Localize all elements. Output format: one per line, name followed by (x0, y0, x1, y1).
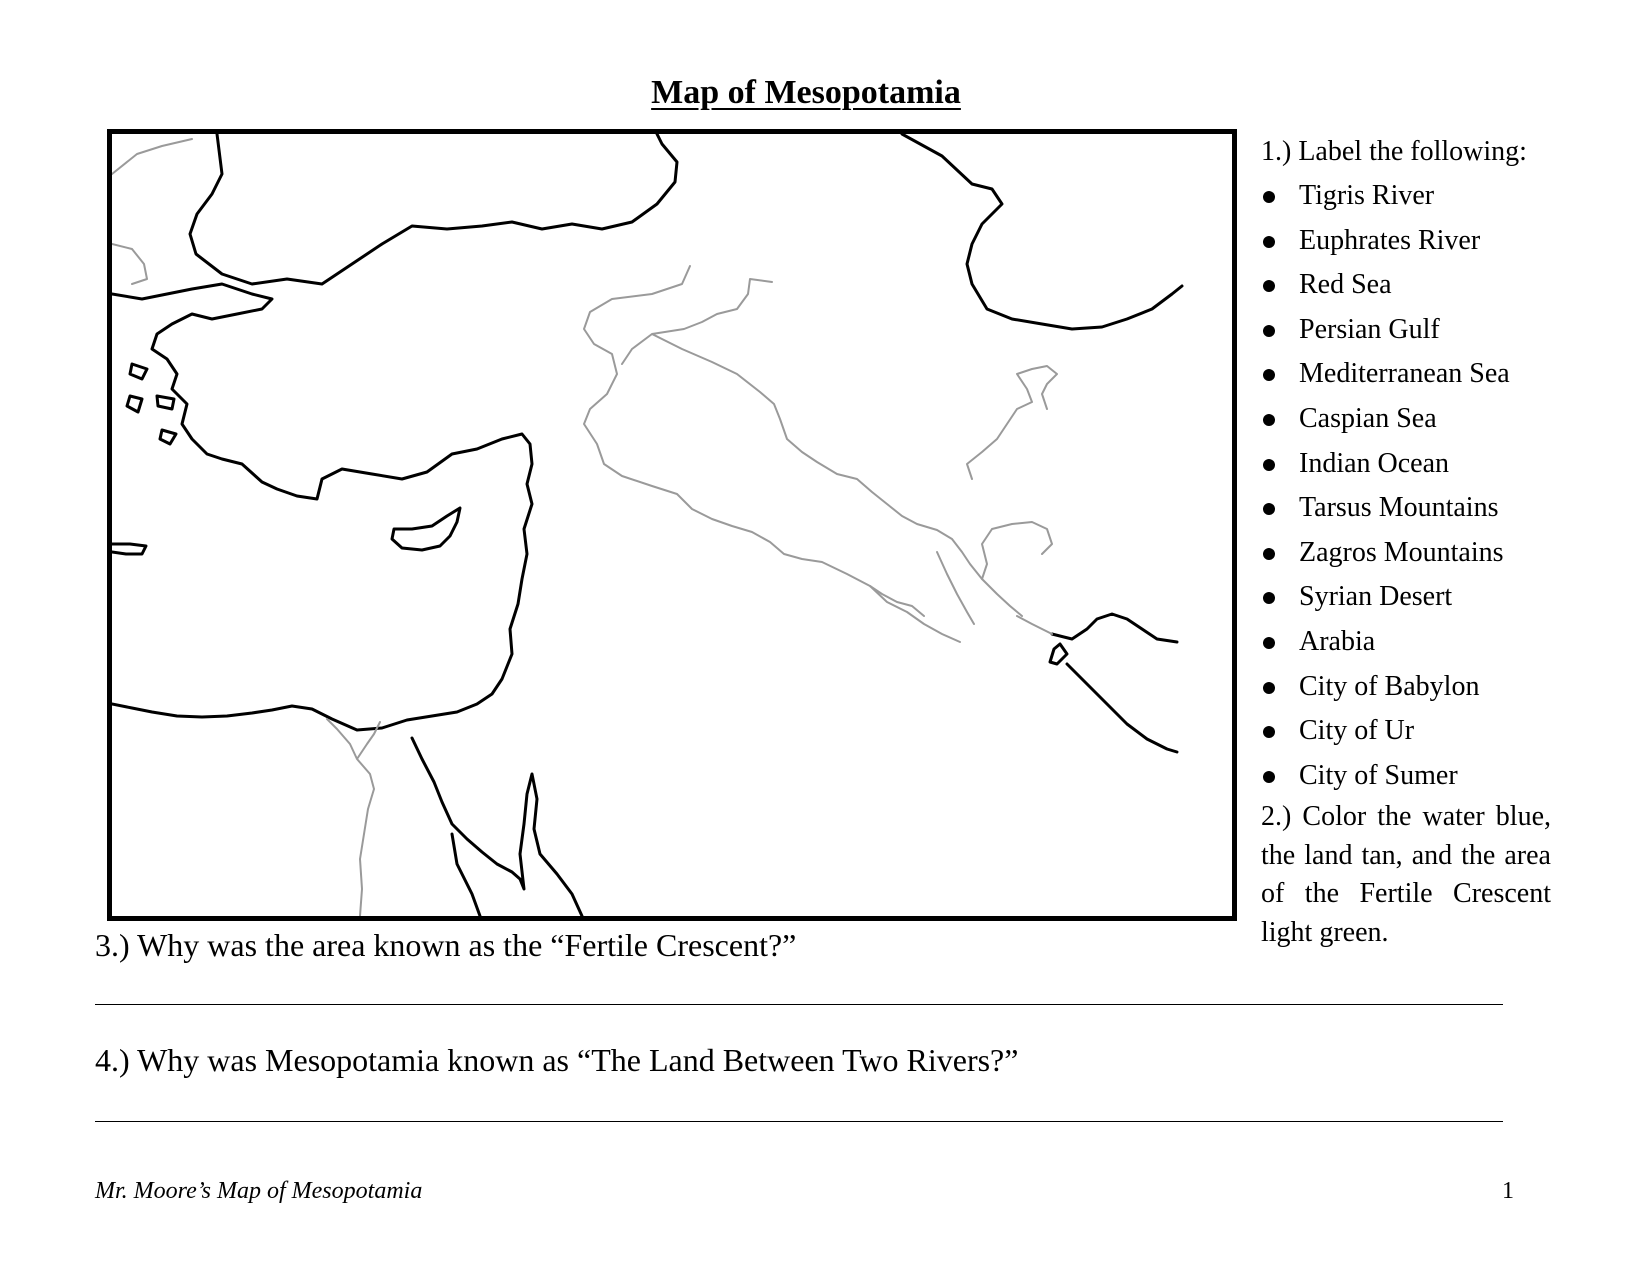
label-item-text: Euphrates River (1299, 224, 1481, 256)
label-item-tarsus-mountains (1261, 486, 1551, 531)
label-item-persian-gulf (1261, 308, 1551, 353)
bullet-icon (1263, 771, 1275, 783)
answer-line-3[interactable] (95, 1004, 1503, 1005)
label-item-zagros-mountains (1261, 531, 1551, 576)
bullet-icon (1263, 369, 1275, 381)
label-item-text: City of Ur (1299, 715, 1415, 747)
label-item-tigris-river (1261, 174, 1551, 219)
bullet-icon (1263, 236, 1275, 248)
label-item-mediterranean-sea (1261, 352, 1551, 397)
label-item-text: Arabia (1299, 625, 1376, 657)
label-item-text: Syrian Desert (1299, 581, 1453, 613)
label-item-arabia (1261, 620, 1551, 665)
nile-river (327, 719, 380, 916)
thrace-border (112, 139, 192, 174)
label-item-caspian-sea (1261, 397, 1551, 442)
task-2-instructions: 2.) Color the water blue, the land tan, and the area of the Fertile Crescent light green. (1261, 801, 1551, 948)
label-item-text: Caspian Sea (1299, 402, 1437, 434)
label-item-euphrates-river (1261, 219, 1551, 264)
answer-line-4[interactable] (95, 1121, 1503, 1122)
label-item-city-of-sumer (1261, 754, 1551, 799)
label-item-city-of-ur (1261, 709, 1551, 754)
question-3: 3.) Why was the area known as the “Fertile Crescent?” (95, 927, 797, 963)
label-item-syrian-desert (1261, 575, 1551, 620)
label-checklist (1261, 174, 1551, 798)
instructions-panel (1261, 130, 1551, 952)
bullet-icon (1263, 548, 1275, 560)
aegean-islands (112, 364, 176, 554)
anatolia-levant-coastline (112, 284, 532, 730)
label-item-text: Persian Gulf (1299, 313, 1440, 345)
bullet-icon (1263, 637, 1275, 649)
label-item-text: Tigris River (1299, 180, 1435, 211)
label-item-red-sea (1261, 263, 1551, 308)
label-item-text: Zagros Mountains (1299, 536, 1504, 568)
footer-title: Mr. Moore’s Map of Mesopotamia (95, 1178, 423, 1204)
task-1-heading: 1.) Label the following: (1261, 136, 1527, 167)
bullet-icon (1263, 191, 1275, 203)
question-4: 4.) Why was Mesopotamia known as “The Land Between Two Rivers?” (95, 1042, 1019, 1078)
tigris-river (622, 279, 1022, 616)
cyprus-island (392, 508, 460, 550)
bullet-icon (1263, 682, 1275, 694)
bullet-icon (1263, 503, 1275, 515)
greece-border (112, 244, 147, 284)
bullet-icon (1263, 414, 1275, 426)
mesopotamia-outline-map (107, 129, 1237, 921)
bullet-icon (1263, 280, 1275, 292)
caspian-sea-coastline (902, 134, 1182, 329)
label-item-text: Indian Ocean (1299, 447, 1450, 479)
persian-gulf-coastline (1050, 614, 1177, 752)
mesopotamian-delta-channels (870, 366, 1057, 634)
label-item-text: City of Babylon (1299, 670, 1480, 702)
label-item-text: City of Sumer (1299, 759, 1458, 791)
outline-map-drawing (112, 134, 1232, 916)
label-item-text: Red Sea (1299, 269, 1392, 301)
label-item-indian-ocean (1261, 442, 1551, 487)
label-item-text: Tarsus Mountains (1299, 492, 1499, 524)
bullet-icon (1263, 325, 1275, 337)
euphrates-river (584, 266, 960, 642)
label-item-text: Mediterranean Sea (1299, 358, 1510, 390)
page-number: 1 (1502, 1178, 1514, 1204)
bullet-icon (1263, 726, 1275, 738)
page-title: Map of Mesopotamia (651, 74, 961, 111)
red-sea-coastline (412, 738, 582, 916)
bullet-icon (1263, 459, 1275, 471)
black-sea-coastline (190, 134, 677, 284)
bullet-icon (1263, 592, 1275, 604)
label-item-city-of-babylon (1261, 665, 1551, 710)
